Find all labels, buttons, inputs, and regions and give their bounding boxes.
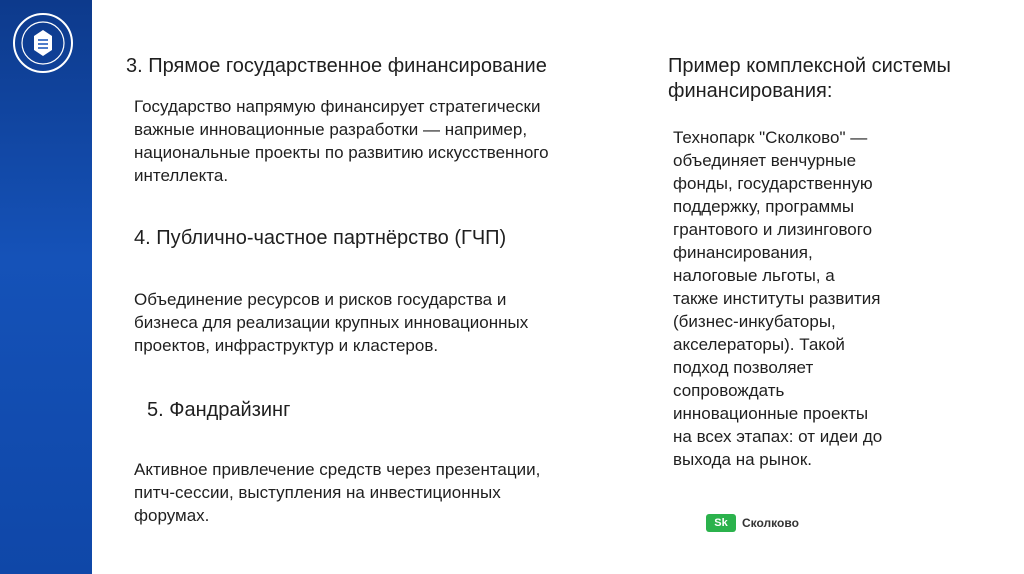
- section-3-heading: 3. Прямое государственное финансирование: [126, 55, 547, 77]
- section-3-line-4: интеллекта.: [134, 166, 229, 185]
- example-line-11: подход позволяет: [673, 358, 814, 377]
- section-3-line-3: национальные проекты по развитию искусственного: [134, 143, 549, 162]
- section-4-line-3: проектов, инфраструктур и кластеров.: [134, 336, 439, 355]
- skolkovo-logo-name: Сколково: [742, 516, 799, 530]
- example-line-13: инновационные проекты: [673, 404, 869, 423]
- example-line-6: финансирования,: [673, 243, 813, 262]
- example-heading-line-1: Пример комплексной системы: [668, 55, 951, 77]
- example-line-2: объединяет венчурные: [673, 151, 857, 170]
- section-3-line-1: Государство напрямую финансирует стратегически: [134, 97, 541, 116]
- skolkovo-logo-mark: Sk: [706, 514, 736, 532]
- example-line-9: (бизнес-инкубаторы,: [673, 312, 836, 331]
- university-emblem-icon: [12, 12, 74, 74]
- section-5-line-1: Активное привлечение средств через презентации,: [134, 460, 541, 479]
- example-line-14: на всех этапах: от идеи до: [673, 427, 883, 446]
- section-4-line-1: Объединение ресурсов и рисков государства и: [134, 290, 507, 309]
- example-line-1: Технопарк "Сколково" —: [673, 128, 868, 147]
- skolkovo-logo: [706, 512, 836, 534]
- example-line-10: акселераторы). Такой: [673, 335, 845, 354]
- example-line-5: грантового и лизингового: [673, 220, 873, 239]
- sidebar-band: [0, 0, 92, 574]
- section-4-line-2: бизнеса для реализации крупных инновационных: [134, 313, 529, 332]
- example-line-3: фонды, государственную: [673, 174, 873, 193]
- section-5-line-3: форумах.: [134, 506, 210, 525]
- section-4-heading: 4. Публично-частное партнёрство (ГЧП): [134, 227, 507, 249]
- section-3-line-2: важные инновационные разработки — например,: [134, 120, 528, 139]
- section-5-line-2: питч-сессии, выступления на инвестиционных: [134, 483, 501, 502]
- example-line-7: налоговые льготы, а: [673, 266, 835, 285]
- example-line-15: выхода на рынок.: [673, 450, 812, 469]
- section-5-heading: 5. Фандрайзинг: [147, 399, 291, 421]
- example-line-8: также институты развития: [673, 289, 881, 308]
- example-heading-line-2: финансирования:: [668, 80, 833, 102]
- example-line-12: сопровождать: [673, 381, 785, 400]
- example-line-4: поддержку, программы: [673, 197, 855, 216]
